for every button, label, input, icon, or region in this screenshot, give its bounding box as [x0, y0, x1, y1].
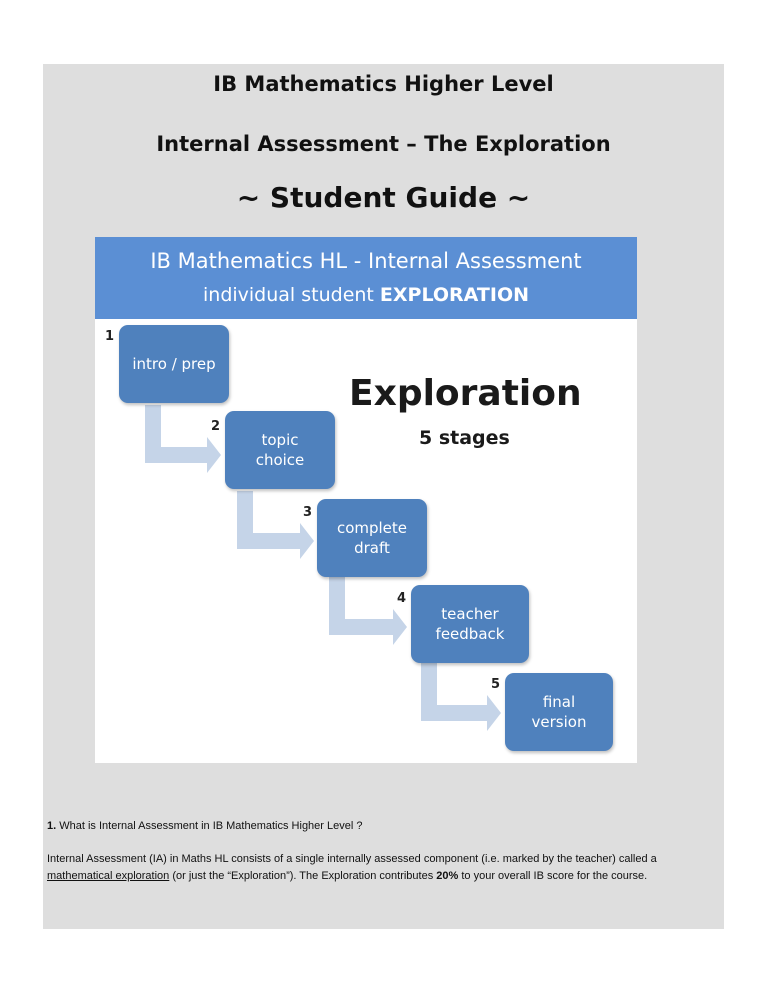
arrow-4-to-5 — [421, 663, 501, 731]
section-1-question — [47, 820, 717, 832]
banner-line-2-bold: EXPLORATION — [379, 284, 529, 306]
exploration-stages-diagram — [95, 237, 637, 763]
stage-3-label-2: draft — [354, 539, 390, 557]
arrow-3-to-4 — [329, 577, 407, 645]
stage-3-box — [317, 499, 427, 577]
para-part-2: (or just the “Exploration”). The Exploration contributes — [169, 870, 437, 882]
section-1-paragraph — [47, 851, 719, 885]
diagram-subheadline: 5 stages — [419, 427, 510, 449]
stage-4-number: 4 — [397, 591, 407, 606]
stage-5-box — [505, 673, 613, 751]
section-1-number: 1. — [47, 820, 57, 832]
mathematical-exploration-link[interactable]: mathematical exploration — [47, 870, 170, 882]
banner-line-2-prefix: individual student — [203, 284, 380, 306]
stage-3-number: 3 — [303, 505, 313, 520]
arrow-1-to-2 — [145, 405, 221, 473]
title-component: Internal Assessment – The Exploration — [156, 132, 611, 156]
stage-4-box — [411, 585, 529, 663]
document-card — [43, 64, 724, 929]
stage-1-number: 1 — [105, 329, 115, 344]
section-1-question-text: What is Internal Assessment in IB Mathematics Higher Level ? — [56, 820, 363, 832]
stage-4-label-2: feedback — [435, 625, 505, 643]
arrow-2-to-3 — [237, 491, 314, 559]
stage-1-label-1: intro / prep — [132, 355, 216, 373]
diagram-headline: Exploration — [349, 373, 582, 414]
para-bold-percentage: 20% — [436, 870, 459, 882]
stage-2-label-1: topic — [261, 431, 299, 449]
stage-2-box — [225, 411, 335, 489]
para-part-3: to your overall IB score for the course. — [458, 870, 648, 882]
para-part-1: Internal Assessment (IA) in Maths HL consists of a single internally assessed component (i.e. marked by the teacher) called a — [47, 853, 657, 865]
banner-line-1: IB Mathematics HL - Internal Assessment — [150, 249, 582, 273]
title-course: IB Mathematics Higher Level — [213, 72, 554, 96]
title-student-guide: ~ Student Guide ~ — [236, 181, 531, 214]
stage-2-label-2: choice — [255, 451, 305, 469]
stage-3-label-1: complete — [336, 519, 408, 537]
stage-4-label-1: teacher — [441, 605, 499, 623]
stage-5-number: 5 — [491, 677, 501, 692]
stage-5-label-2: version — [531, 713, 587, 731]
stage-2-number: 2 — [211, 419, 221, 434]
stage-5-label-1: final — [542, 693, 576, 711]
stage-1-box — [119, 325, 229, 403]
